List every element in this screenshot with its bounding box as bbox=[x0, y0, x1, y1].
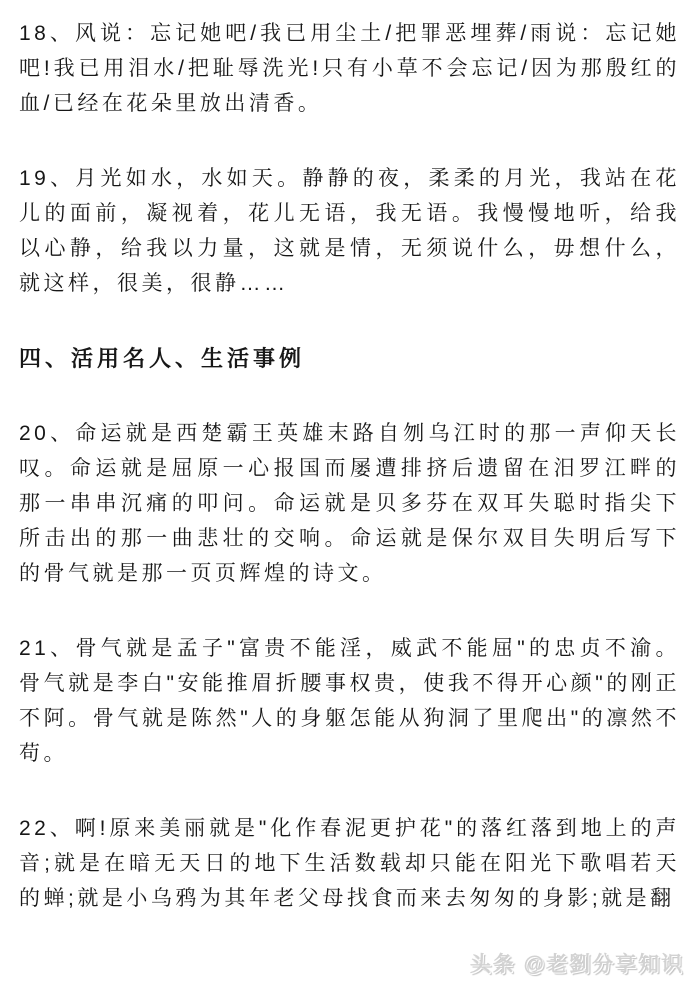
paragraph-21: 21、骨气就是孟子"富贵不能淫，威武不能屈"的忠贞不渝。骨气就是李白"安能推眉折腰事权贵，使我不得开心颜"的刚正不阿。骨气就是陈然"人的身躯怎能从狗洞了里爬出"的凛然不苟。 bbox=[19, 637, 680, 765]
paragraph-22: 22、啊!原来美丽就是"化作春泥更护花"的落红落到地上的声音;就是在暗无天日的地下生活数载却只能在阳光下歌唱若天的蝉;就是小乌鸦为其年老父母找食而来去匆匆的身影;就是翻 bbox=[19, 817, 680, 910]
paragraph-19: 19、月光如水，水如天。静静的夜，柔柔的月光，我站在花儿的面前，凝视着，花儿无语，我无语。我慢慢地听，给我以心静，给我以力量，这就是情，无须说什么，毋想什么，就这样，很美，很静…… bbox=[19, 167, 680, 295]
watermark: 头条 @老劉分享知识 bbox=[469, 953, 684, 976]
paragraph-18: 18、风说：忘记她吧/我已用尘土/把罪恶埋葬/雨说：忘记她吧!我已用泪水/把耻辱洗光!只有小草不会忘记/因为那殷红的血/已经在花朵里放出清香。 bbox=[19, 22, 680, 115]
section-heading: 四、活用名人、生活事例 bbox=[19, 346, 306, 371]
paragraph-20: 20、命运就是西楚霸王英雄末路自刎乌江时的那一声仰天长叹。命运就是屈原一心报国而屡遭排挤后遗留在汨罗江畔的那一串串沉痛的叩问。命运就是贝多芬在双耳失聪时指尖下所击出的那一曲悲壮的交响。命运就是保尔双目失明后写下的骨气就是那一页页辉煌的诗文。 bbox=[19, 422, 680, 585]
